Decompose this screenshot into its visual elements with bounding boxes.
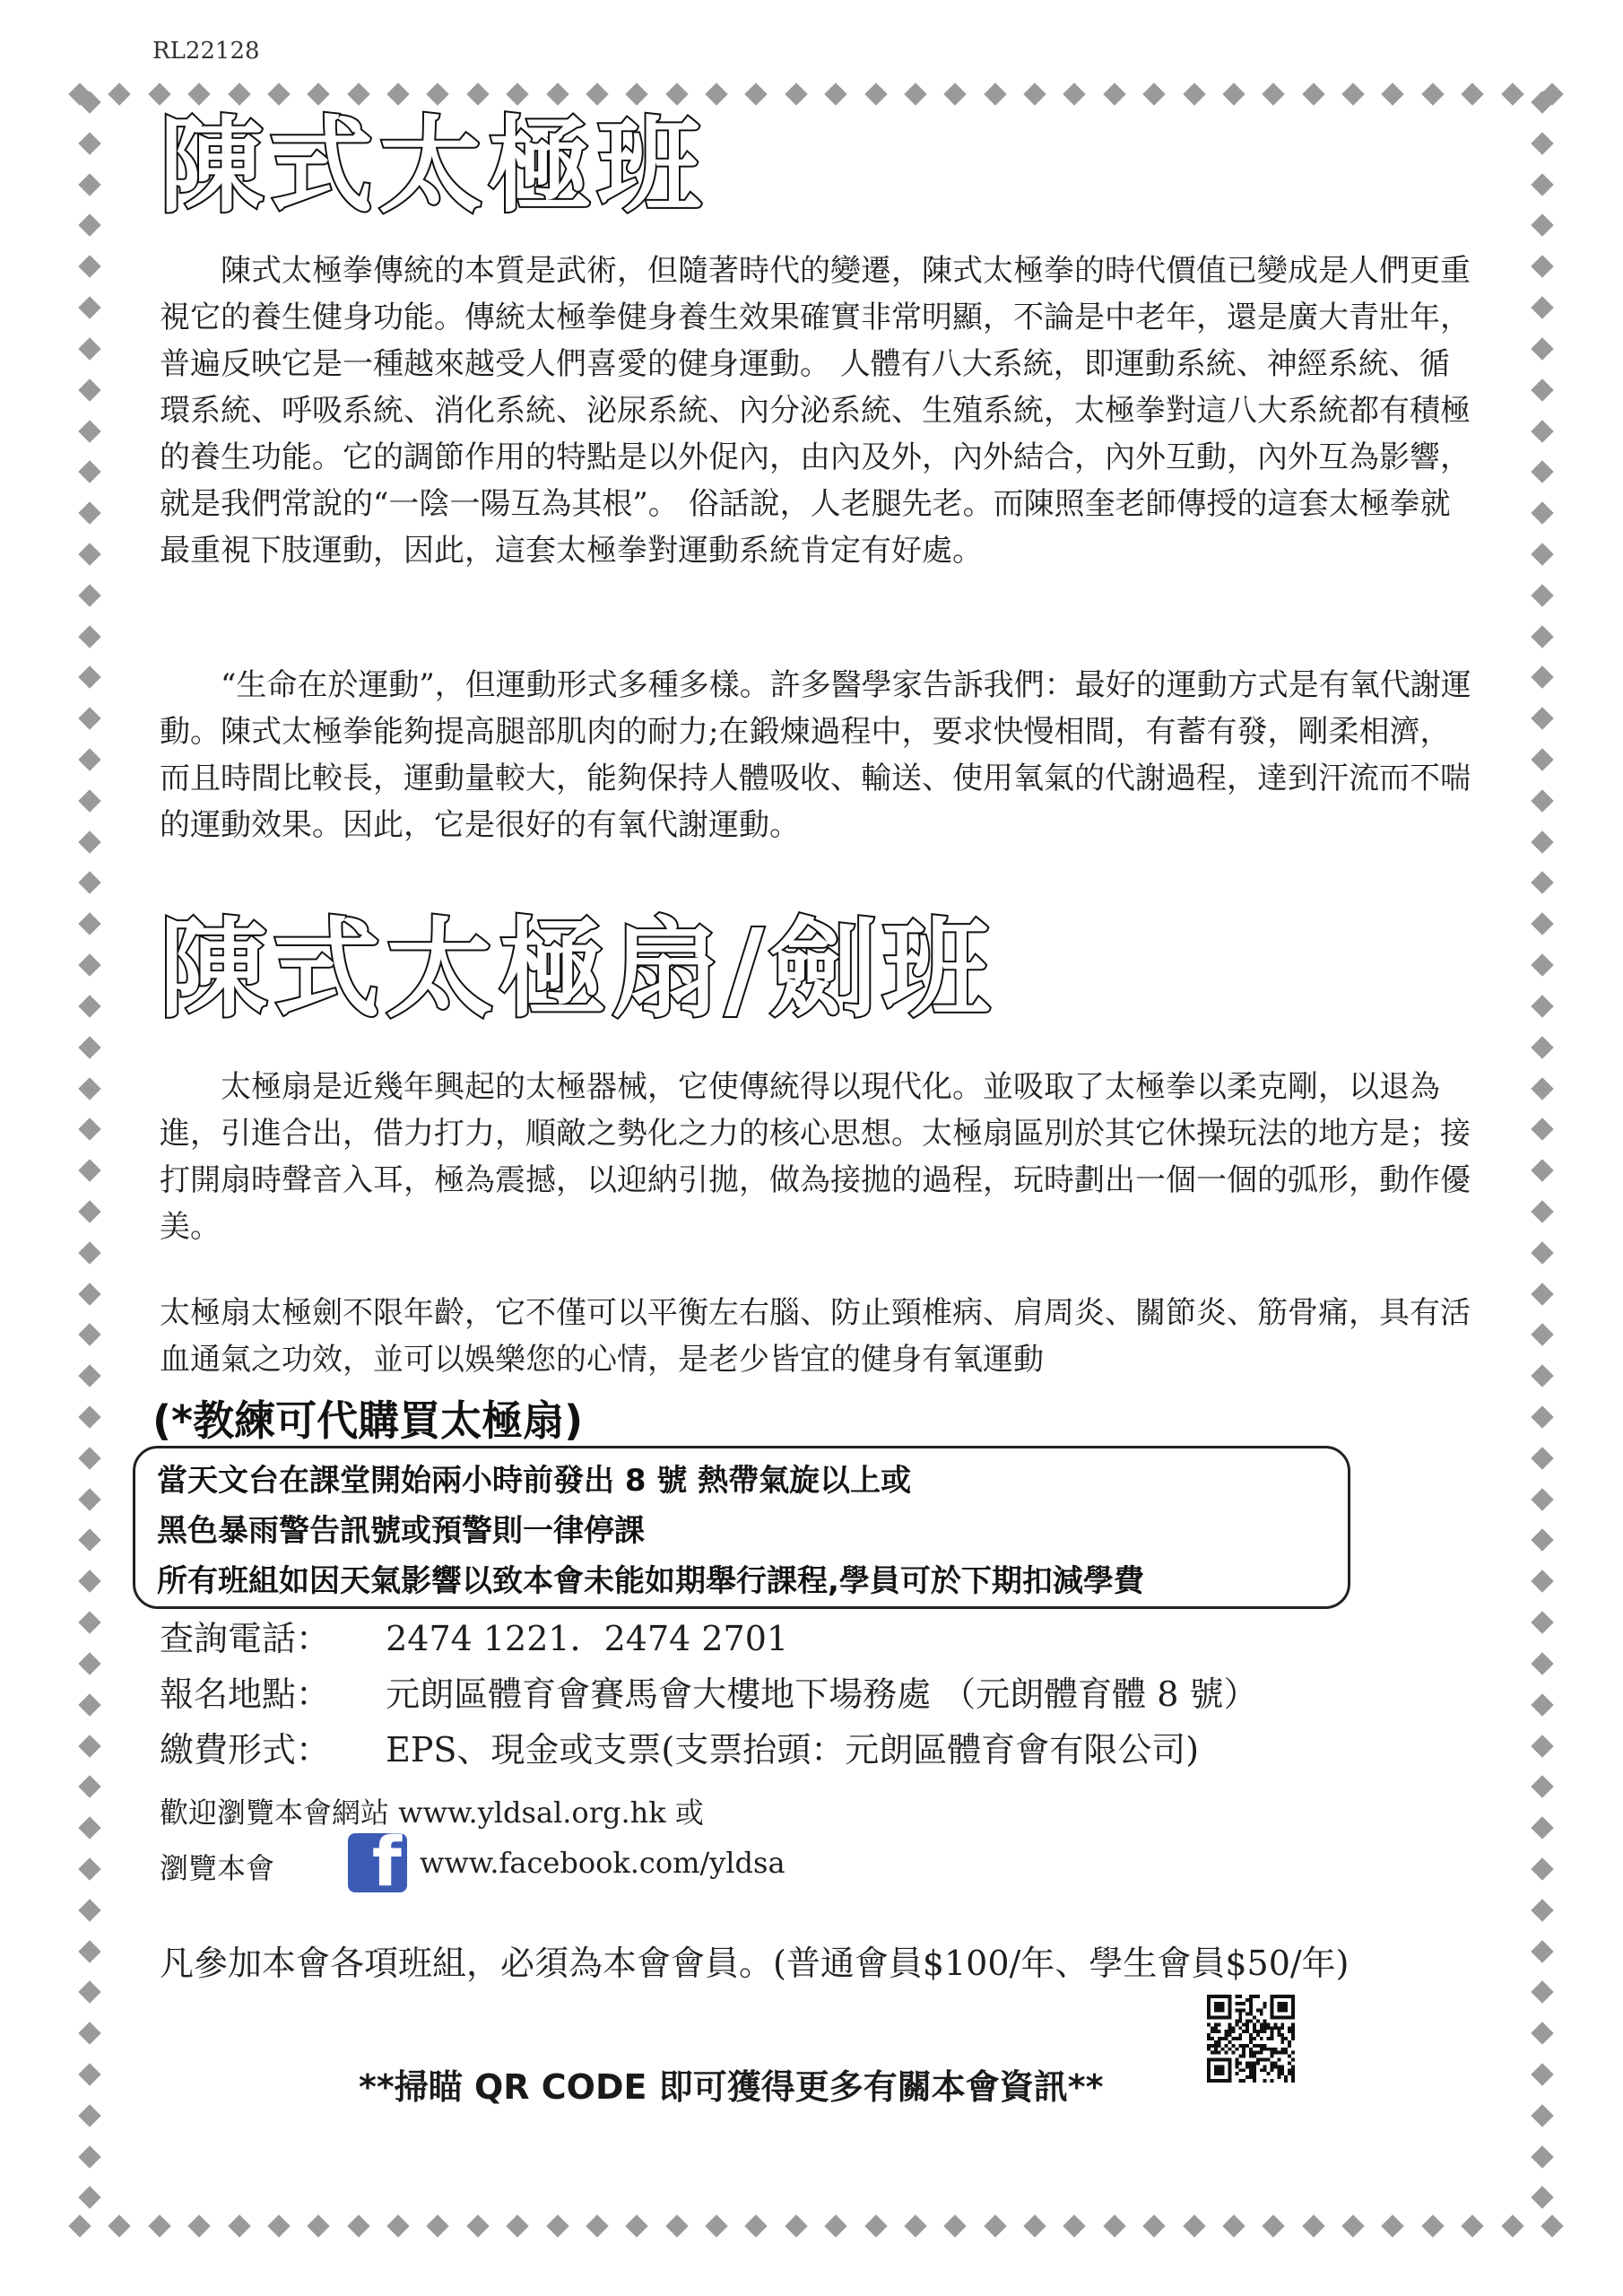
border-diamond: [308, 83, 330, 105]
section-title-fan-sword: 陳式太極扇/劍班: [160, 908, 995, 1032]
border-diamond: [1531, 543, 1553, 565]
border-diamond: [1382, 2214, 1404, 2237]
border-diamond: [78, 1899, 100, 1921]
border-diamond: [1222, 2214, 1245, 2237]
border-diamond: [1142, 2214, 1165, 2237]
border-diamond: [78, 707, 100, 729]
border-diamond: [1461, 83, 1483, 105]
border-diamond: [187, 83, 210, 105]
border-diamond: [1531, 1776, 1553, 1798]
venue-label: 報名地點：: [160, 1674, 331, 1714]
border-diamond: [78, 2187, 100, 2209]
border-diamond: [78, 625, 100, 648]
border-diamond: [108, 2214, 131, 2237]
border-diamond: [665, 83, 688, 105]
border-diamond: [78, 1324, 100, 1346]
border-diamond: [78, 501, 100, 524]
border-diamond: [78, 1776, 100, 1798]
border-diamond: [1263, 83, 1285, 105]
border-diamond: [1531, 1077, 1553, 1100]
border-diamond: [1531, 1200, 1553, 1222]
border-diamond: [386, 83, 409, 105]
border-diamond: [78, 173, 100, 196]
border-diamond: [466, 2214, 489, 2237]
border-diamond: [1531, 831, 1553, 853]
border-diamond: [347, 2214, 369, 2237]
border-diamond: [1531, 584, 1553, 606]
border-diamond: [1531, 214, 1553, 237]
border-diamond: [1531, 1735, 1553, 1757]
border-diamond: [78, 1118, 100, 1141]
border-diamond: [1222, 83, 1245, 105]
border-diamond: [1302, 2214, 1324, 2237]
border-diamond: [78, 1857, 100, 1880]
section1-paragraph-1: 陳式太極拳傳統的本質是武術，但隨著時代的變遷，陳式太極拳的時代價值已變成是人們更重視它的養生健身功能。傳統太極拳健身養生效果確實非常明顯，不論是中老年，還是廣大青壯年，普遍反映它是一種越來越受人們喜愛的健身運動。 人體有八大系統，即運動系統、神經系統、循環系統、呼吸系統、消化系統、泌尿系統、內分泌系統、生殖系統，太極拳對這八大系統都有積極的養生功能。它的調節作用的特點是以外促內，由內及外，內外結合，內外互動，內外互為影響，就是我們常說的“一陰一陽互為其根”。 俗話說，人老腿先老。而陳照奎老師傳授的這套太極拳就最重視下肢運動，因此，這套太極拳對運動系統肯定有好處。: [160, 253, 1471, 569]
border-diamond: [148, 2214, 170, 2237]
border-diamond: [1531, 2063, 1553, 2085]
border-diamond: [1382, 83, 1404, 105]
border-diamond: [78, 872, 100, 894]
border-diamond: [705, 2214, 727, 2237]
border-diamond: [1103, 2214, 1125, 2237]
border-diamond: [1531, 1611, 1553, 1633]
border-diamond: [1531, 1118, 1553, 1141]
border-diamond: [228, 83, 250, 105]
border-diamond: [78, 953, 100, 976]
border-diamond: [1531, 296, 1553, 318]
border-diamond: [267, 83, 290, 105]
section1-paragraph-2: “生命在於運動”，但運動形式多種多樣。許多醫學家告訴我們：最好的運動方式是有氧代謝運動。陳式太極拳能夠提高腿部肌肉的耐力;在鍛煉過程中，要求快慢相間，有蓄有發，剛柔相濟，而且時間比較長，運動量較大，能夠保持人體吸收、輸送、使用氧氣的代謝過程，達到汗流而不喘的運動效果。因此，它是很好的有氧代謝運動。: [160, 667, 1471, 843]
border-diamond: [78, 748, 100, 770]
border-diamond: [1531, 173, 1553, 196]
border-diamond: [1183, 2214, 1205, 2237]
page-border-left: [72, 94, 108, 2206]
border-diamond: [78, 420, 100, 442]
border-diamond: [78, 1447, 100, 1469]
border-diamond: [1531, 953, 1553, 976]
border-diamond: [1531, 666, 1553, 689]
border-diamond: [78, 1693, 100, 1716]
border-diamond: [824, 2214, 846, 2237]
border-diamond: [1501, 83, 1523, 105]
border-diamond: [78, 1283, 100, 1305]
border-diamond: [1023, 83, 1046, 105]
border-diamond: [68, 2214, 91, 2237]
border-diamond: [904, 83, 926, 105]
border-diamond: [1531, 501, 1553, 524]
border-diamond: [78, 1488, 100, 1510]
border-diamond: [745, 83, 768, 105]
border-diamond: [78, 1077, 100, 1100]
border-diamond: [1531, 913, 1553, 935]
border-diamond: [78, 831, 100, 853]
border-diamond: [267, 2214, 290, 2237]
border-diamond: [1531, 2104, 1553, 2126]
border-diamond: [78, 1816, 100, 1839]
border-diamond: [1531, 1981, 1553, 2004]
border-diamond: [427, 83, 449, 105]
border-diamond: [228, 2214, 250, 2237]
border-diamond: [1531, 1241, 1553, 1264]
border-diamond: [78, 1529, 100, 1552]
border-diamond: [586, 2214, 608, 2237]
border-diamond: [506, 83, 528, 105]
website-line: 歡迎瀏覽本會網站 www.yldsal.org.hk 或: [160, 1796, 704, 1830]
border-diamond: [78, 666, 100, 689]
border-diamond: [1531, 1405, 1553, 1428]
border-diamond: [1531, 1570, 1553, 1593]
border-diamond: [1531, 1899, 1553, 1921]
border-diamond: [1103, 83, 1125, 105]
border-diamond: [1531, 789, 1553, 812]
border-diamond: [1531, 995, 1553, 1017]
facebook-icon[interactable]: f: [348, 1833, 407, 1892]
border-diamond: [864, 2214, 887, 2237]
border-diamond: [1531, 461, 1553, 483]
border-diamond: [78, 296, 100, 318]
border-diamond: [586, 83, 608, 105]
border-diamond: [1531, 2145, 1553, 2168]
border-diamond: [1531, 1324, 1553, 1346]
border-diamond: [1341, 83, 1364, 105]
border-diamond: [78, 2022, 100, 2044]
border-diamond: [904, 2214, 926, 2237]
border-diamond: [1541, 2214, 1563, 2237]
border-diamond: [1531, 872, 1553, 894]
border-diamond: [78, 1200, 100, 1222]
border-diamond: [1183, 83, 1205, 105]
section-title-chen-taiji: 陳式太極班: [160, 106, 707, 227]
border-diamond: [1341, 2214, 1364, 2237]
border-diamond: [78, 132, 100, 154]
border-diamond: [78, 378, 100, 401]
border-diamond: [1531, 2022, 1553, 2044]
border-diamond: [78, 2145, 100, 2168]
border-diamond: [1531, 378, 1553, 401]
border-diamond: [1531, 420, 1553, 442]
border-diamond: [187, 2214, 210, 2237]
border-diamond: [347, 83, 369, 105]
payment-value: EPS、現金或支票(支票抬頭：元朗區體育會有限公司): [386, 1730, 1200, 1770]
border-diamond: [78, 1611, 100, 1633]
border-diamond: [78, 256, 100, 278]
border-diamond: [1531, 1816, 1553, 1839]
border-diamond: [1142, 83, 1165, 105]
payment-row: [160, 1727, 1199, 1772]
facebook-prefix: 瀏覽本會: [160, 1851, 275, 1885]
border-diamond: [78, 461, 100, 483]
border-diamond: [78, 1940, 100, 1962]
weather-notice-box: [133, 1446, 1350, 1609]
border-diamond: [78, 1981, 100, 2004]
border-diamond: [1531, 1857, 1553, 1880]
border-diamond: [1531, 1488, 1553, 1510]
border-diamond: [1531, 707, 1553, 729]
border-diamond: [944, 2214, 967, 2237]
border-diamond: [785, 2214, 807, 2237]
border-diamond: [148, 83, 170, 105]
venue-value: 元朗區體育會賽馬會大樓地下場務處 （元朗體育體 8 號）: [386, 1674, 1258, 1714]
border-diamond: [427, 2214, 449, 2237]
border-diamond: [1531, 256, 1553, 278]
page-border-bottom: [72, 2208, 1560, 2244]
qr-caption: **掃瞄 QR CODE 即可獲得更多有關本會資訊**: [359, 2067, 1104, 2107]
border-diamond: [1531, 337, 1553, 360]
border-diamond: [108, 83, 131, 105]
border-diamond: [1531, 1364, 1553, 1387]
border-diamond: [78, 1364, 100, 1387]
border-diamond: [78, 91, 100, 113]
phone-row: [160, 1616, 788, 1661]
page-border-right: [1524, 94, 1560, 2206]
border-diamond: [78, 1405, 100, 1428]
border-diamond: [546, 83, 568, 105]
border-diamond: [1421, 83, 1444, 105]
border-diamond: [1531, 1693, 1553, 1716]
border-diamond: [78, 1036, 100, 1058]
border-diamond: [1531, 91, 1553, 113]
border-diamond: [78, 789, 100, 812]
border-diamond: [984, 2214, 1006, 2237]
border-diamond: [78, 2104, 100, 2126]
border-diamond: [824, 83, 846, 105]
border-diamond: [78, 2063, 100, 2085]
border-diamond: [1531, 1036, 1553, 1058]
phone-value: 2474 1221．2474 2701: [386, 1619, 789, 1658]
border-diamond: [308, 2214, 330, 2237]
border-diamond: [78, 543, 100, 565]
border-diamond: [1421, 2214, 1444, 2237]
border-diamond: [78, 1652, 100, 1674]
border-diamond: [1531, 1283, 1553, 1305]
border-diamond: [1531, 625, 1553, 648]
border-diamond: [78, 1241, 100, 1264]
border-diamond: [1063, 2214, 1086, 2237]
border-diamond: [386, 2214, 409, 2237]
border-diamond: [1531, 1447, 1553, 1469]
notice-line-1: 當天文台在課堂開始兩小時前發出 8 號 熱帶氣旋以上或: [157, 1463, 912, 1499]
border-diamond: [626, 83, 648, 105]
border-diamond: [785, 83, 807, 105]
border-diamond: [1531, 2187, 1553, 2209]
border-diamond: [78, 214, 100, 237]
border-diamond: [1531, 1652, 1553, 1674]
border-diamond: [78, 584, 100, 606]
border-diamond: [944, 83, 967, 105]
border-diamond: [1531, 132, 1553, 154]
border-diamond: [665, 2214, 688, 2237]
border-diamond: [745, 2214, 768, 2237]
coach-purchase-note: (*教練可代購買太極扇): [152, 1396, 584, 1445]
border-diamond: [984, 83, 1006, 105]
border-diamond: [626, 2214, 648, 2237]
border-diamond: [1531, 1940, 1553, 1962]
notice-line-3: 所有班組如因天氣影響以致本會未能如期舉行課程,學員可於下期扣減學費: [157, 1563, 1144, 1599]
border-diamond: [1461, 2214, 1483, 2237]
border-diamond: [1531, 1159, 1553, 1181]
border-diamond: [546, 2214, 568, 2237]
venue-row: [160, 1672, 1258, 1717]
payment-label: 繳費形式：: [160, 1730, 331, 1770]
border-diamond: [78, 1159, 100, 1181]
border-diamond: [1501, 2214, 1523, 2237]
border-diamond: [506, 2214, 528, 2237]
border-diamond: [705, 83, 727, 105]
section2-paragraph-2: 太極扇太極劍不限年齡，它不僅可以平衡左右腦、防止頸椎病、肩周炎、關節炎、筋骨痛，具有活血通氣之功效，並可以娛樂您的心情，是老少皆宜的健身有氧運動: [160, 1295, 1471, 1378]
border-diamond: [1531, 1529, 1553, 1552]
document-code: RL22128: [152, 38, 260, 65]
membership-note: 凡參加本會各項班組，必須為本會會員。(普通會員$100/年、學生會員$50/年): [160, 1944, 1350, 1983]
border-diamond: [1063, 83, 1086, 105]
border-diamond: [1263, 2214, 1285, 2237]
border-diamond: [864, 83, 887, 105]
facebook-url[interactable]: www.facebook.com/yldsa: [420, 1846, 785, 1880]
border-diamond: [78, 995, 100, 1017]
border-diamond: [1531, 748, 1553, 770]
border-diamond: [1302, 83, 1324, 105]
phone-label: 查詢電話：: [160, 1619, 331, 1658]
border-diamond: [1023, 2214, 1046, 2237]
border-diamond: [78, 337, 100, 360]
section2-paragraph-1: 太極扇是近幾年興起的太極器械，它使傳統得以現代化。並吸取了太極拳以柔克剛，以退為進，引進合出，借力打力，順敵之勢化之力的核心思想。太極扇區別於其它休操玩法的地方是；接打開扇時聲音入耳，極為震撼，以迎納引拋，做為接拋的過程，玩時劃出一個一個的弧形，動作優美。: [160, 1069, 1471, 1245]
border-diamond: [78, 913, 100, 935]
qr-code-icon[interactable]: [1207, 1995, 1295, 2083]
border-diamond: [466, 83, 489, 105]
notice-line-2: 黑色暴雨警告訊號或預警則一律停課: [157, 1513, 645, 1549]
border-diamond: [78, 1570, 100, 1593]
border-diamond: [78, 1735, 100, 1757]
